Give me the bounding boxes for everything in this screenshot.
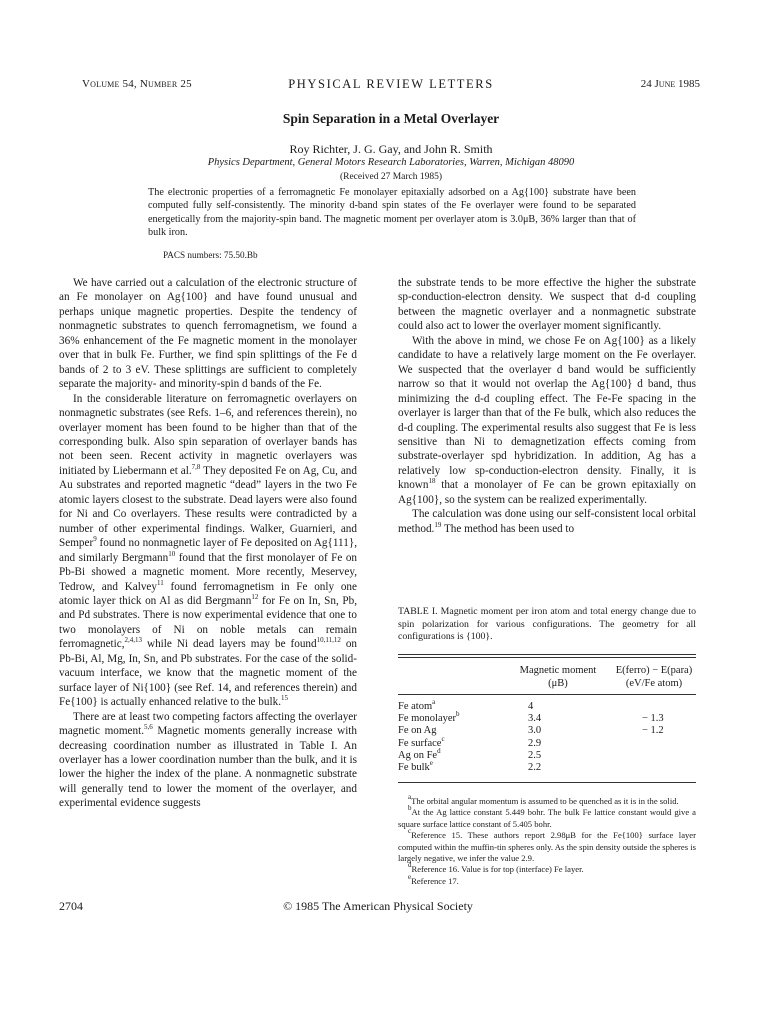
right-column <box>398 276 696 536</box>
moment-cell: 3.0 <box>528 725 542 737</box>
table-footnote: $^b$At the Ag lattice constant 5.449 bohr. The bulk Fe lattice constant would give a square surface lattice constant of 5.405 bohr. <box>398 804 696 829</box>
volume-number: Volume 54, Number 25 <box>82 78 192 90</box>
table-row <box>398 698 696 713</box>
reference-marker: 15 <box>281 694 288 703</box>
table-caption: TABLE I. Magnetic moment per iron atom and total energy change due to spin polarization for various configurations. The geometry for all configurations is {100}. <box>398 606 696 643</box>
row-label: Ag on Fe$^d$ <box>398 746 441 761</box>
footnote-mark: a <box>408 793 412 801</box>
abstract: The electronic properties of a ferromagnetic Fe monolayer epitaxially adsorbed on a Ag{100} substrate have been computed fully self-consistently. The minority d-band spin states of the Fe overlayer were found to be separated energetically from the majority-spin band. The magnetic moment per overlayer atom is 3.0μB, 36% larger than that of bulk iron. <box>148 187 636 238</box>
journal-name: PHYSICAL REVIEW LETTERS <box>288 77 494 91</box>
pacs-numbers: PACS numbers: 75.50.Bb <box>163 250 258 260</box>
energy-cell: − 1.2 <box>642 725 664 737</box>
page-number: 2704 <box>59 899 83 913</box>
table-row <box>398 710 696 725</box>
paragraph: the substrate tends to be more effective the higher the substrate sp-conduction-electron density. We suspect that d-d coupling between the magnetic overlayer and a nonmagnetic substrate could also act to lower the overlayer moment significantly. <box>398 277 696 333</box>
running-header <box>82 78 700 96</box>
footnote-mark: c <box>408 827 412 836</box>
table-body <box>398 698 696 774</box>
column-header-moment: Magnetic moment (μB) <box>519 665 597 689</box>
reference-marker: 7,8 <box>191 462 201 471</box>
paragraph: In the considerable literature on ferromagnetic overlayers on nonmagnetic substrates (see Refs. 1–6, and references therein), no overlayer moment has been found to be higher than that of the corresponding bulk. Also spin separation of overlayer bands has not been seen. Recent activity in magnetic overlayers was initiated by Liebermann et al.$^{7,8}$ They deposited Fe on Ag, Cu, and Au substrates and reported magnetic “dead” layers in the two Fe atomic layers closest to the substrate. Dead layers were also found for Ni and Co overlayers. These results were contradicted by a number of other experimental findings. Walker, Guarnieri, and Semper$^9$ found no nonmagnetic layer of Fe deposited on Ag{111}, and similarly Bergmann$^{10}$ found that the first monolayer of Fe on Pb-Bi showed a magnetic moment. More recently, Meservey, Tedrow, and Kalvey$^{11}$ found ferromagnetism in Fe only one atomic layer thick on Al as did Bergmann$^{12}$ for Fe on In, Sn, Pb, and Pd substrates. There is now experimental evidence that one to two monolayers of Ni on noble metals can remain ferromagnetic,$^{2,4,13}$ while Ni dead layers may be found$^{10,11,12}$ on Pb-Bi, Al, Mg, In, Sn, and Pb substrates. For the case of the solid-vacuum interface, we know that the magnetic moment of the surface layer of Ni{100} (see Ref. 14, and references therein) and Fe{100} is actually enhanced relative to the bulk.$^{15}$ <box>59 392 358 709</box>
moment-cell: 2.9 <box>528 737 542 749</box>
row-label: Fe on Ag <box>398 725 437 737</box>
row-label: Fe bulk$^e$ <box>398 758 433 773</box>
article-title: Spin Separation in a Metal Overlayer <box>282 111 500 126</box>
footnote-mark: b <box>456 710 460 719</box>
footnote-mark: c <box>441 734 445 743</box>
table-footnote: $^d$Reference 16. Value is for top (interface) Fe layer. <box>408 861 584 875</box>
data-table <box>398 654 696 783</box>
footnote-mark: d <box>408 861 412 870</box>
footnote-mark: a <box>432 698 436 706</box>
row-label: Fe monolayer$^b$ <box>398 710 460 725</box>
row-label: Fe atom$^a$ <box>398 698 436 712</box>
paragraph: The calculation was done using our self-consistent local orbital method.$^{19}$ The method has been used to <box>398 508 696 535</box>
table-bottom-rule <box>398 782 696 783</box>
moment-cell: 3.4 <box>528 713 542 725</box>
issue-date: 24 June 1985 <box>640 78 700 90</box>
table-footnote: $^a$The orbital angular momentum is assumed to be quenched as it is in the solid. <box>408 793 679 806</box>
table-row <box>398 746 696 762</box>
table-header <box>398 658 696 694</box>
reference-marker: 18 <box>428 477 436 486</box>
reference-marker: 19 <box>434 520 442 529</box>
table-row <box>398 734 696 750</box>
table-mid-rule <box>398 694 696 695</box>
moment-cell: 2.2 <box>528 761 542 773</box>
footnote-mark: d <box>437 746 441 755</box>
table-footnote: $^c$Reference 15. These authors report 2.98μB for the Fe{100} surface layer computed within the muffin-tin spheres only. As the spin density outside the spheres is largely negative, we infer the value 2.9. <box>398 827 696 864</box>
footnote-mark: e <box>408 872 412 881</box>
reference-marker: 11 <box>157 578 164 587</box>
paragraph: With the above in mind, we chose Fe on Ag{100} as a likely candidate to have a relatively large moment on the Fe overlayer. We suspected that the overlayer d band would be sufficiently narrow so that it would not overlap the Ag{100} d band, thus minimizing the d-d coupling effect. The Fe-Fe spacing in the overlayer is larger than that of the Fe bulk, which also reduces the d-d coupling. The experimental results also suggest that Fe is less sensitive than Ni to demagnetization effects coming from substrate-overlayer spd hybridization. In addition, Ag has a relatively low sp-conduction-electron density. Finally, it is known$^{18}$ that a monolayer of Fe can be grown epitaxially on Ag{100}, so the system can be realized experimentally. <box>398 334 696 506</box>
moment-cell: 2.5 <box>528 749 542 761</box>
reference-marker: 12 <box>251 592 259 601</box>
paragraph: We have carried out a calculation of the electronic structure of an Fe monolayer on Ag{100} and have found unusual and perhaps unique magnetic properties. Despite the tendency of nonmagnetic substrates to quench ferromagnetism, we found a 36% enhancement of the Fe magnetic moment in the monolayer over that in bulk Fe. Further, we find spin splittings of the Fe d bands of 2 to 3 eV. These splittings are sufficient to completely separate the majority- and minority-spin d bands of the Fe. <box>59 277 357 391</box>
reference-marker: 9 <box>93 535 97 544</box>
energy-cell: − 1.3 <box>642 713 664 725</box>
table-footnote: $^e$Reference 17. <box>408 872 459 886</box>
footnote-mark: b <box>408 804 412 813</box>
reference-marker: 10,11,12 <box>316 636 341 645</box>
reference-marker: 10 <box>168 549 176 558</box>
table-footnotes <box>398 793 696 887</box>
author-list: Roy Richter, J. G. Gay, and John R. Smith <box>289 142 493 156</box>
row-label: Fe surface$^c$ <box>398 734 445 749</box>
moment-cell: 4 <box>528 701 534 712</box>
footnote-mark: e <box>429 758 433 767</box>
paragraph: There are at least two competing factors affecting the overlayer magnetic moment.$^{5,6}$ Magnetic moments generally increase with decreasing coordination number as illustrated in Table I. An overlayer has a lower coordination number than the bulk, and it is lower the higher the index of the plane. A nonmagnetic substrate will generally tend to lower the moment of the overlayer, and experimental evidence suggests <box>59 710 358 810</box>
column-header-energy: E(ferro) − E(para) (eV/Fe atom) <box>615 665 693 689</box>
affiliation: Physics Department, General Motors Research Laboratories, Warren, Michigan 48090 <box>207 157 575 168</box>
table-row <box>398 758 696 774</box>
reference-marker: 5,6 <box>144 723 153 732</box>
copyright: © 1985 The American Physical Society <box>283 899 473 913</box>
left-column <box>59 276 357 811</box>
reference-marker: 2,4,13 <box>124 636 143 645</box>
received-date: (Received 27 March 1985) <box>339 172 443 182</box>
